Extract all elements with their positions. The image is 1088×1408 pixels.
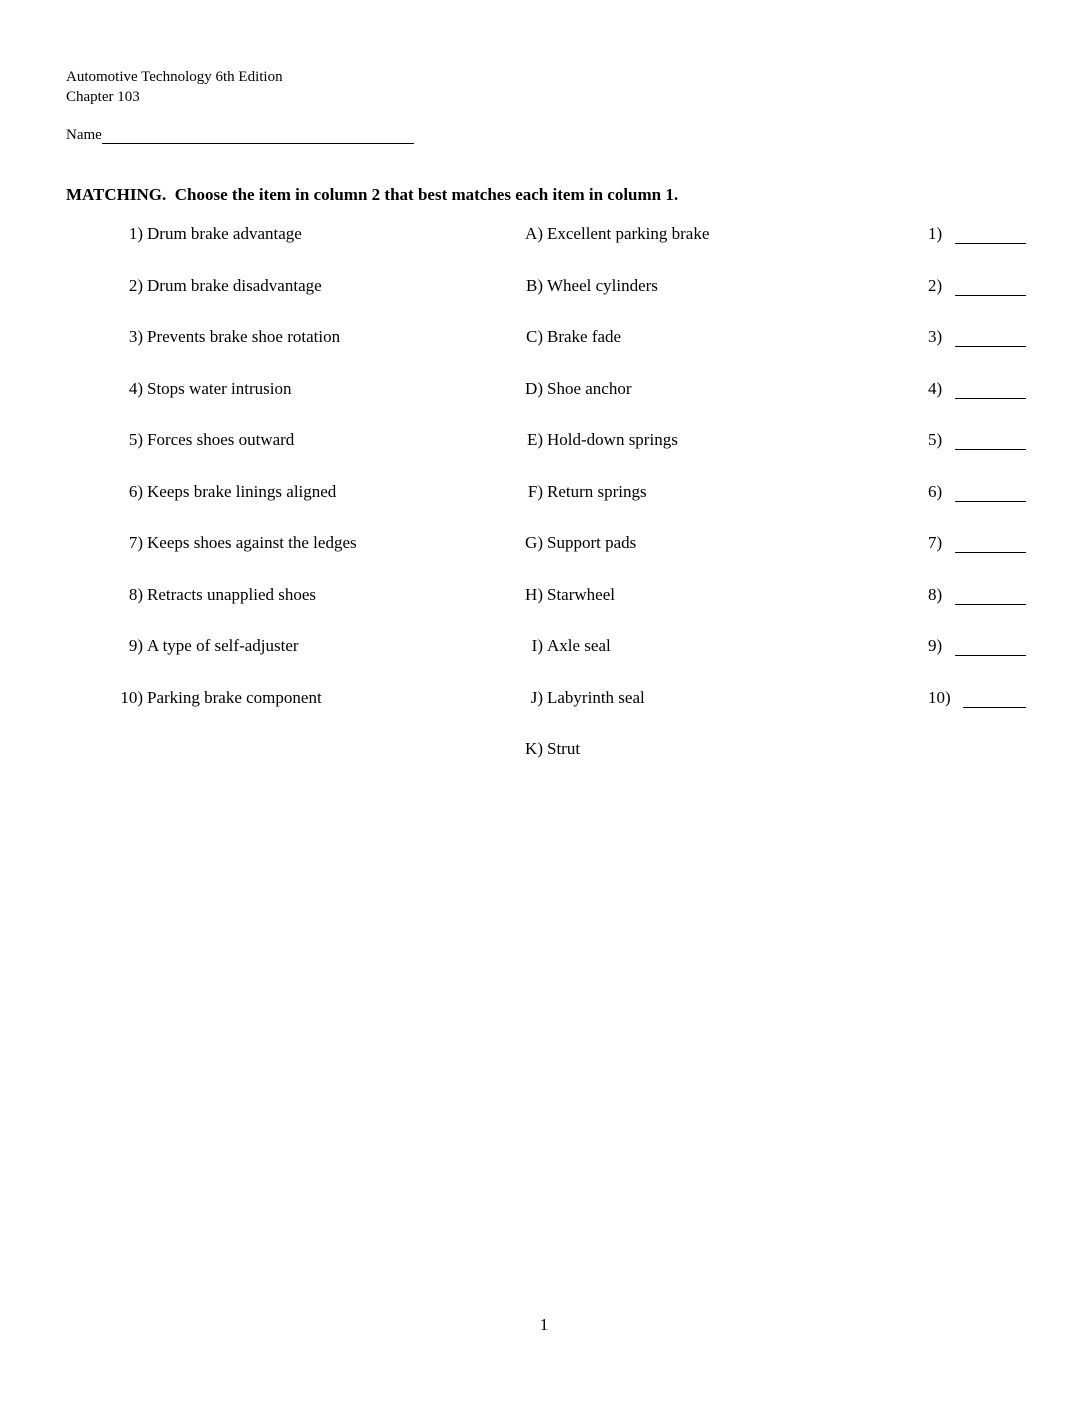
column2-item-letter: I) <box>531 636 543 655</box>
column2-item-letter: E) <box>526 430 543 449</box>
column1-item-text: Parking brake component <box>147 687 322 707</box>
column1-item-number: 7) <box>128 533 143 552</box>
answer-number: 7) <box>928 533 943 552</box>
answer-blank[interactable] <box>955 243 1026 244</box>
column2-item-text: Axle seal <box>547 636 611 655</box>
column2-item-text: Strut <box>547 739 581 758</box>
column2-item-letter: C) <box>526 327 543 346</box>
answer-number: 5) <box>928 430 943 449</box>
column2-item-letter: D) <box>525 378 543 398</box>
column1-item-text: Forces shoes outward <box>147 430 295 449</box>
column1-item-text: Prevents brake shoe rotation <box>147 327 341 346</box>
column2-item-text: Return springs <box>547 481 647 501</box>
answer-blank[interactable] <box>955 398 1026 399</box>
name-input-line[interactable] <box>102 126 414 144</box>
column2-item-text: Support pads <box>547 533 637 552</box>
column2-item-letter: G) <box>525 533 543 552</box>
column1-item-number: 9) <box>128 636 143 655</box>
column2-item-letter: B) <box>526 275 543 295</box>
name-field-row <box>66 126 414 144</box>
column2-item-text: Labyrinth seal <box>547 687 645 707</box>
answer-blank[interactable] <box>955 295 1026 296</box>
answer-blank[interactable] <box>955 346 1026 347</box>
column1-item-text: Retracts unapplied shoes <box>147 584 317 604</box>
column2-item-letter: J) <box>530 687 543 707</box>
answer-blank[interactable] <box>955 501 1026 502</box>
column1-item-number: 5) <box>128 430 143 449</box>
column2-item-text: Brake fade <box>547 327 622 346</box>
answer-blank[interactable] <box>955 604 1026 605</box>
column1-item-number: 10) <box>120 687 143 707</box>
answer-blank[interactable] <box>963 707 1026 708</box>
column2-item-text: Starwheel <box>547 584 615 604</box>
answer-number: 9) <box>928 636 943 655</box>
column1-item-number: 1) <box>128 224 143 243</box>
page-number: 1 <box>539 1315 549 1334</box>
chapter-title: Chapter 103 <box>66 89 140 105</box>
answer-number: 6) <box>928 481 943 501</box>
answer-number: 10) <box>928 687 951 707</box>
column1-item-number: 2) <box>128 275 143 295</box>
column1-item-text: Drum brake advantage <box>147 224 302 243</box>
column2-item-text: Hold-down springs <box>547 430 678 449</box>
matching-instructions: MATCHING. Choose the item in column 2 that best matches each item in column 1. <box>66 185 679 204</box>
book-title: Automotive Technology 6th Edition <box>66 69 283 85</box>
column1-item-text: Stops water intrusion <box>147 378 292 398</box>
column2-item-letter: K) <box>525 739 543 758</box>
answer-blank[interactable] <box>955 552 1026 553</box>
column2-item-letter: F) <box>527 481 543 501</box>
column1-item-text: Drum brake disadvantage <box>147 275 322 295</box>
answer-number: 3) <box>928 327 943 346</box>
column1-item-number: 4) <box>128 378 143 398</box>
name-label: Name <box>66 127 102 143</box>
column1-item-text: Keeps shoes against the ledges <box>147 533 357 552</box>
column1-item-number: 3) <box>128 327 143 346</box>
column2-item-letter: H) <box>525 584 543 604</box>
column1-item-number: 8) <box>128 584 143 604</box>
column2-item-text: Wheel cylinders <box>547 275 658 295</box>
column2-item-text: Excellent parking brake <box>547 224 710 243</box>
answer-number: 4) <box>928 378 943 398</box>
answer-blank[interactable] <box>955 655 1026 656</box>
column1-item-text: Keeps brake linings aligned <box>147 481 337 501</box>
column1-item-number: 6) <box>128 481 143 501</box>
column2-item-letter: A) <box>525 224 543 243</box>
column1-item-text: A type of self-adjuster <box>147 636 299 655</box>
answer-number: 1) <box>928 224 943 243</box>
answer-number: 2) <box>928 275 943 295</box>
column2-item-text: Shoe anchor <box>547 378 632 398</box>
answer-number: 8) <box>928 584 943 604</box>
answer-blank[interactable] <box>955 449 1026 450</box>
